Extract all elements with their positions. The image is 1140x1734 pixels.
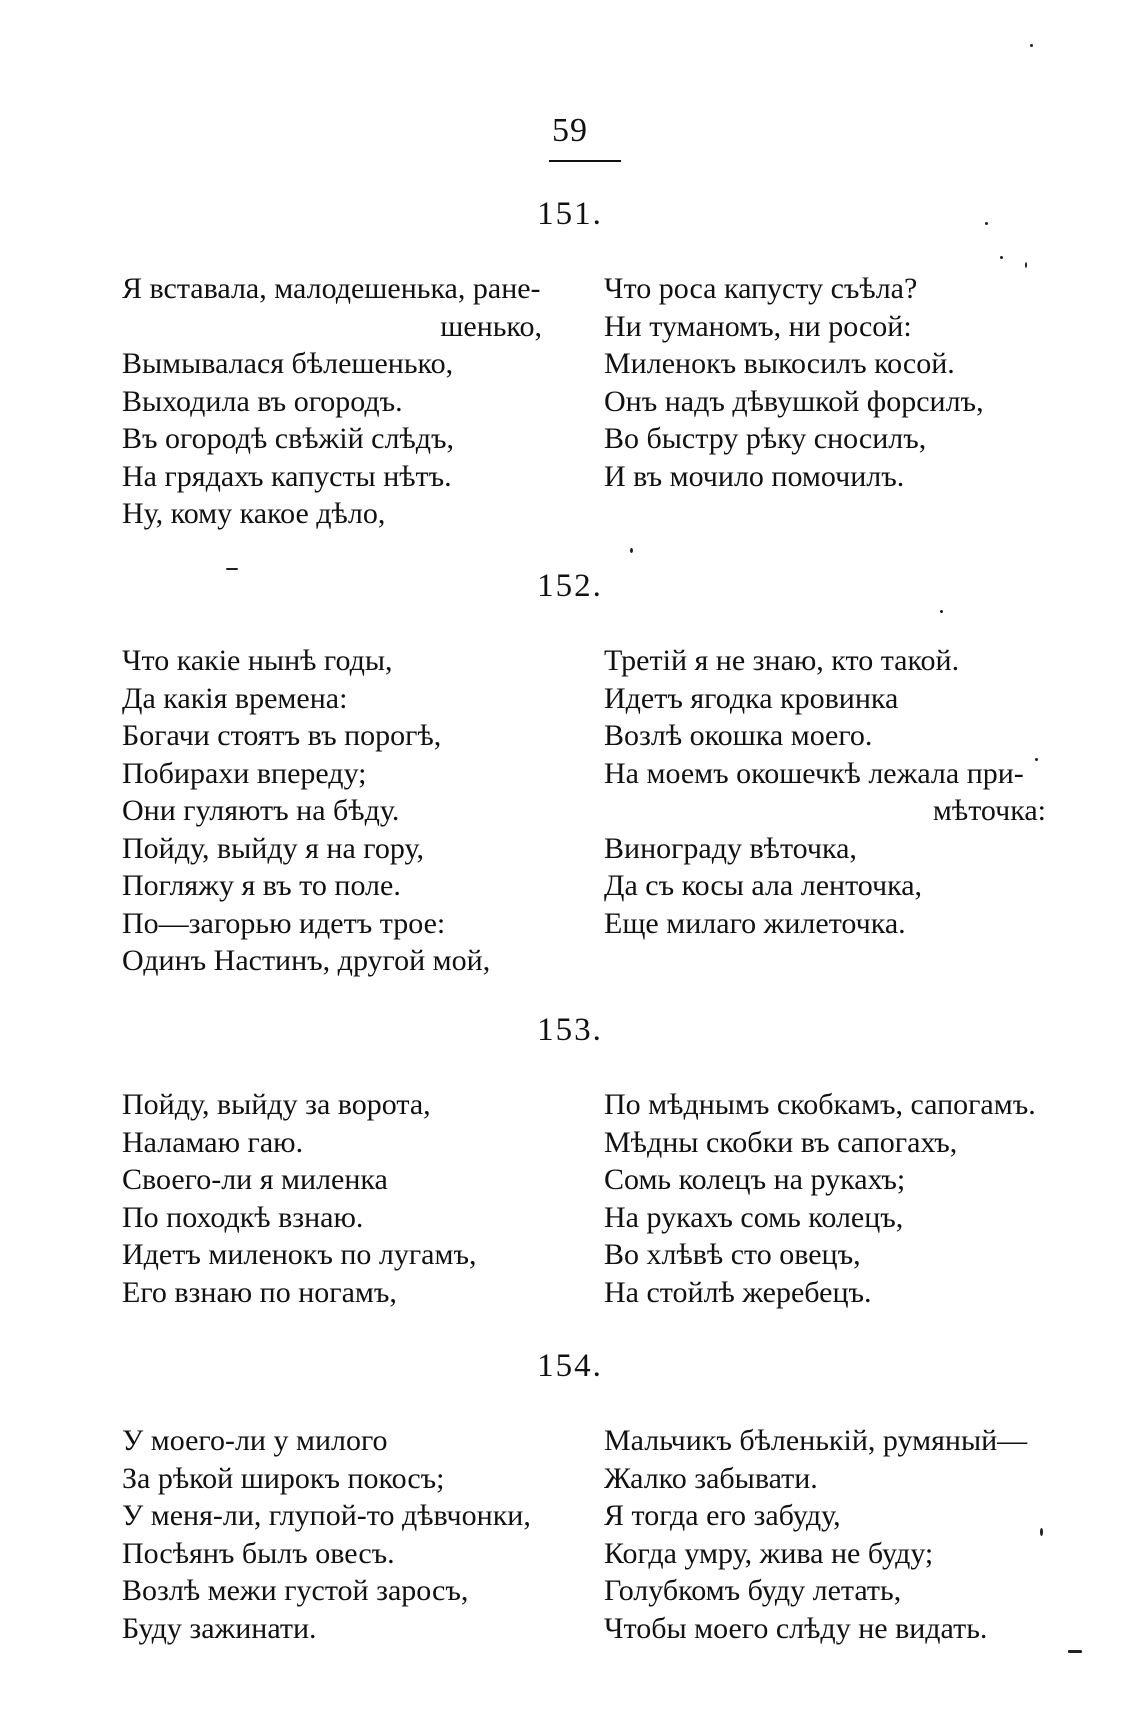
verse-line: Во быстру рѣку сносилъ, xyxy=(604,422,927,455)
verse-line: Голубкомъ буду летать, xyxy=(604,1574,902,1607)
verse-line: Ни туманомъ, ни росой: xyxy=(604,309,912,343)
verse-line: Они гуляютъ на бѣду. xyxy=(122,794,400,827)
verse-line: У меня-ли, глупой-то дѣвчонки, xyxy=(122,1499,531,1532)
verse-line: На моемъ окошечкѣ лежала при- xyxy=(604,756,1024,790)
verse-line: Что роса капусту съѣла? xyxy=(604,272,918,305)
verse-line-continuation: шенько, xyxy=(440,309,542,343)
song-right-column xyxy=(604,1086,1064,1311)
verse-line: Мальчикъ бѣленькій, румяный— xyxy=(604,1424,1028,1457)
scan-speck xyxy=(1040,1528,1043,1536)
verse-line: Пойду, выйду за ворота, xyxy=(122,1088,431,1121)
verse-line: Его взнаю по ногамъ, xyxy=(122,1275,397,1309)
scan-speck xyxy=(985,222,988,225)
verse-line: Что какіе нынѣ годы, xyxy=(122,644,393,677)
verse-line: Въ огородѣ свѣжій слѣдъ, xyxy=(122,422,455,455)
verse-line: Погляжу я въ то поле. xyxy=(122,869,401,902)
verse-line: Буду зажинати. xyxy=(122,1611,317,1645)
scan-speck xyxy=(1025,262,1027,268)
verse-line: Еще милаго жилеточка. xyxy=(604,906,906,940)
verse-line: Ну, кому какое дѣло, xyxy=(122,497,386,530)
song-left-column xyxy=(122,642,582,980)
verse-line: На грядахъ капусты нѣтъ. xyxy=(122,459,452,493)
song-left-column xyxy=(122,1086,582,1311)
verse-line: И въ мочило помочилъ. xyxy=(604,459,905,493)
verse-line: Когда умру, жива не буду; xyxy=(604,1536,934,1570)
song-number: 152. xyxy=(537,568,603,604)
song-right-column xyxy=(604,642,1064,942)
verse-line: На стойлѣ жеребецъ. xyxy=(604,1275,872,1309)
verse-line: Да какія времена: xyxy=(122,681,348,715)
verse-line: Во хлѣвѣ сто овецъ, xyxy=(604,1238,861,1271)
scan-speck xyxy=(1030,44,1033,47)
scan-speck xyxy=(1035,758,1038,761)
verse-line: Посѣянъ былъ овесъ. xyxy=(122,1536,395,1570)
verse-line: Жалко забывати. xyxy=(604,1461,818,1495)
verse-line: Онъ надъ дѣвушкой форсилъ, xyxy=(604,384,984,418)
scan-speck xyxy=(630,548,633,553)
scan-speck xyxy=(940,610,943,613)
verse-line: Пойду, выйду я на гору, xyxy=(122,831,424,865)
verse-line: У моего-ли у милого xyxy=(122,1424,388,1457)
song-number: 154. xyxy=(537,1348,603,1384)
verse-line: За рѣкой широкъ покосъ; xyxy=(122,1461,445,1495)
verse-line: Вымывалася бѣлешенько, xyxy=(122,347,454,380)
verse-line: Мѣдны скобки въ сапогахъ, xyxy=(604,1125,958,1159)
verse-line: По походкѣ взнаю. xyxy=(122,1200,364,1234)
verse-line: По—загорью идетъ трое: xyxy=(122,906,446,940)
verse-line: Побирахи впереду; xyxy=(122,756,367,790)
scan-speck xyxy=(226,568,238,570)
verse-line: Идетъ ягодка кровинка xyxy=(604,681,899,715)
verse-line: Богачи стоятъ въ порогѣ, xyxy=(122,719,442,752)
verse-line: Наламаю гаю. xyxy=(122,1125,304,1159)
verse-line: Третій я не знаю, кто такой. xyxy=(604,644,960,677)
verse-line: Возлѣ окошка моего. xyxy=(604,719,873,752)
verse-line: Своего-ли я миленка xyxy=(122,1163,388,1196)
song-left-column xyxy=(122,270,582,533)
song-left-column xyxy=(122,1422,582,1647)
verse-line: Выходила въ огородъ. xyxy=(122,384,403,418)
song-right-column xyxy=(604,270,1064,495)
verse-line: На рукахъ сомь колецъ, xyxy=(604,1200,904,1234)
verse-line: Винограду вѣточка, xyxy=(604,831,857,865)
song-number: 153. xyxy=(537,1012,603,1048)
page-number-rule xyxy=(549,160,621,162)
scan-speck xyxy=(1000,256,1003,259)
verse-line: Я тогда его забуду, xyxy=(604,1499,841,1532)
page-number: 59 xyxy=(552,112,588,149)
verse-line: Я вставала, малодешенька, ране- xyxy=(122,272,541,305)
verse-line: Идетъ миленокъ по лугамъ, xyxy=(122,1238,477,1271)
verse-line: Чтобы моего слѣду не видать. xyxy=(604,1611,988,1645)
scan-speck xyxy=(1068,1650,1082,1653)
verse-line: По мѣднымъ скобкамъ, сапогамъ. xyxy=(604,1088,1036,1121)
song-right-column xyxy=(604,1422,1064,1647)
verse-line: Миленокъ выкосилъ косой. xyxy=(604,347,955,380)
song-number: 151. xyxy=(537,196,603,232)
verse-line: Да съ косы ала ленточка, xyxy=(604,869,923,902)
verse-line-continuation: мѣточка: xyxy=(932,794,1046,827)
verse-line: Возлѣ межи густой заросъ, xyxy=(122,1574,469,1607)
verse-line: Одинъ Настинъ, другой мой, xyxy=(122,944,491,977)
verse-line: Сомь колецъ на рукахъ; xyxy=(604,1163,906,1196)
